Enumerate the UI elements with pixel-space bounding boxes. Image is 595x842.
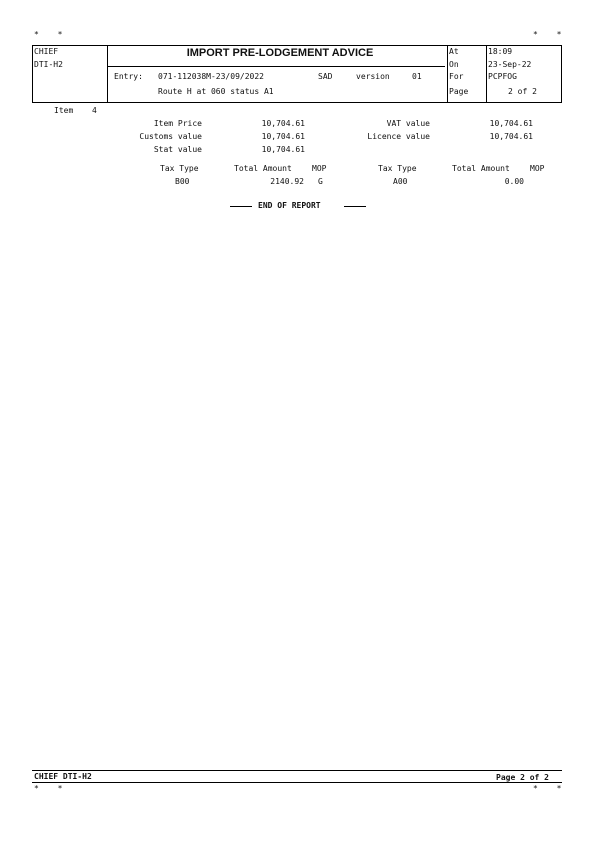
header-divider-meta xyxy=(486,46,487,102)
total-amount-header-left: Total Amount xyxy=(234,164,292,173)
entry-label: Entry: xyxy=(114,72,143,81)
header-divider-left xyxy=(107,46,108,102)
tax-mop-left: G xyxy=(318,177,323,186)
sad-label: SAD xyxy=(318,72,333,81)
customs-value: 10,704.61 xyxy=(261,132,305,141)
page-value: 2 of 2 xyxy=(508,87,537,96)
version-value: 01 xyxy=(412,72,422,81)
item-label: Item xyxy=(54,106,74,115)
licence-value: 10,704.61 xyxy=(489,132,533,141)
route-line: Route H at 060 status A1 xyxy=(158,87,274,96)
customs-value-label: Customs value xyxy=(139,132,202,141)
footer-system: CHIEF DTI-H2 xyxy=(34,772,92,781)
tax-type-header-left: Tax Type xyxy=(160,164,199,173)
corner-marks-top-left: * * xyxy=(34,30,63,39)
item-price-value: 10,704.61 xyxy=(261,119,305,128)
footer-page: Page 2 of 2 xyxy=(496,773,549,782)
total-amount-header-right: Total Amount xyxy=(452,164,510,173)
item-price-label: Item Price xyxy=(153,119,202,128)
stat-value: 10,704.61 xyxy=(261,145,305,154)
page-title: IMPORT PRE-LODGEMENT ADVICE xyxy=(186,47,374,59)
for-label: For xyxy=(449,72,464,81)
end-rule-right xyxy=(344,206,366,207)
footer-rules xyxy=(32,770,562,783)
mop-header-right: MOP xyxy=(530,164,545,173)
tax-amount-left: 2140.92 xyxy=(270,177,304,186)
corner-marks-top-right: * * xyxy=(533,30,562,39)
entry-value: 071-112038M-23/09/2022 xyxy=(158,72,264,81)
at-label: At xyxy=(449,47,459,56)
tax-type-header-right: Tax Type xyxy=(378,164,417,173)
page-label: Page xyxy=(449,87,469,96)
mop-header-left: MOP xyxy=(312,164,327,173)
end-rule-left xyxy=(230,206,252,207)
system-name: CHIEF xyxy=(34,47,59,56)
on-label: On xyxy=(449,60,459,69)
header-title-rule xyxy=(107,66,445,67)
tax-type-right: A00 xyxy=(393,177,408,186)
item-number: 4 xyxy=(92,106,97,115)
vat-value: 10,704.61 xyxy=(489,119,533,128)
tax-amount-right: 0.00 xyxy=(504,177,524,186)
header-divider-right xyxy=(447,46,448,102)
tax-type-left: B00 xyxy=(175,177,190,186)
end-of-report: END OF REPORT xyxy=(258,201,321,210)
corner-marks-bottom-left: * * xyxy=(34,784,63,793)
on-value: 23-Sep-22 xyxy=(488,60,532,69)
corner-marks-bottom-right: * * xyxy=(533,784,562,793)
stat-value-label: Stat value xyxy=(153,145,202,154)
at-value: 18:09 xyxy=(488,47,513,56)
licence-value-label: Licence value xyxy=(367,132,430,141)
vat-value-label: VAT value xyxy=(386,119,430,128)
system-code: DTI-H2 xyxy=(34,60,63,69)
version-label: version xyxy=(356,72,390,81)
for-value: PCPFOG xyxy=(488,72,517,81)
